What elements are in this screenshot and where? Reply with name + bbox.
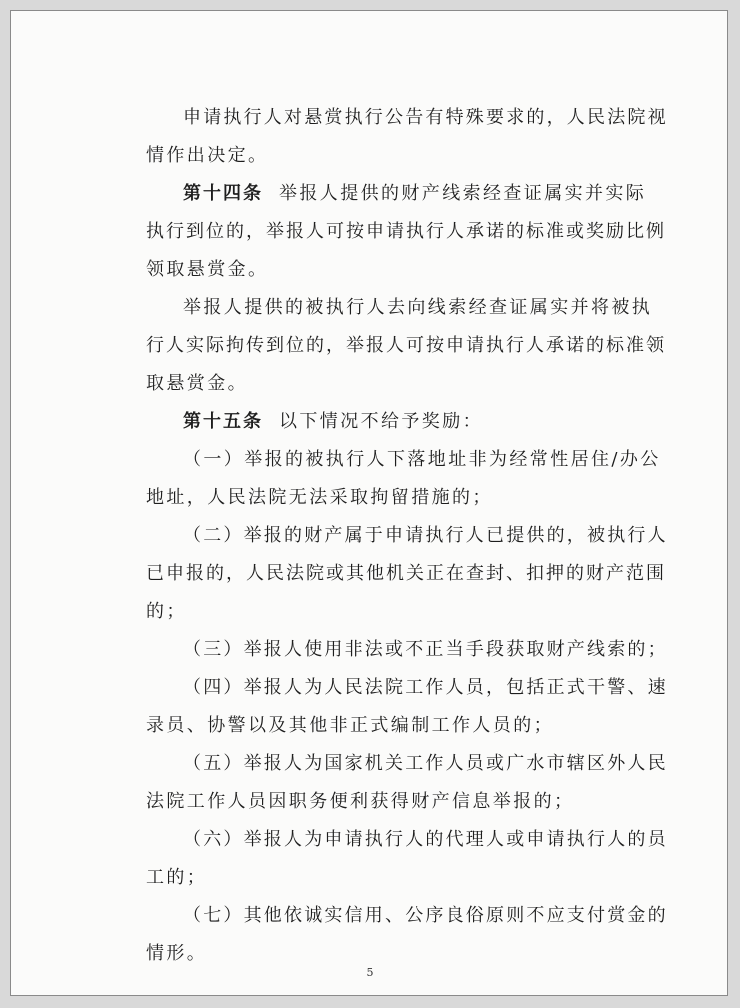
- article-heading: 第十五条: [183, 411, 263, 432]
- text-line: （一）举报的被执行人下落地址非为经常性居住/办公: [183, 449, 661, 470]
- text-line: 举报人提供的被执行人去向线索经查证属实并将被执: [183, 297, 653, 318]
- text-line: 的；: [146, 601, 187, 622]
- text-line: 举报人提供的财产线索经查证属实并实际: [279, 183, 647, 204]
- text-line: 已申报的，人民法院或其他机关正在查封、扣押的财产范围: [146, 563, 666, 584]
- text-line: （二）举报的财产属于申请执行人已提供的，被执行人: [183, 525, 668, 546]
- text-line: 执行到位的，举报人可按申请执行人承诺的标准或奖励比例: [146, 221, 666, 242]
- text-line: 情作出决定。: [146, 145, 269, 166]
- text-line: 法院工作人员因职务便利获得财产信息举报的；: [146, 791, 575, 812]
- text-line: （三）举报人使用非法或不正当手段获取财产线索的；: [183, 639, 668, 660]
- text-line: （五）举报人为国家机关工作人员或广水市辖区外人民: [183, 753, 668, 774]
- text-line: 录员、协警以及其他非正式编制工作人员的；: [146, 715, 554, 736]
- page-number: 5: [366, 966, 374, 979]
- text-line: （六）举报人为申请执行人的代理人或申请执行人的员: [183, 829, 668, 850]
- text-line: 工的；: [146, 867, 208, 888]
- text-line: 取悬赏金。: [146, 373, 248, 394]
- text-line: 申请执行人对悬赏执行公告有特殊要求的，人民法院视: [183, 107, 668, 128]
- document-page: [10, 10, 728, 996]
- text-line: （四）举报人为人民法院工作人员，包括正式干警、速: [183, 677, 668, 698]
- text-line: 地址，人民法院无法采取拘留措施的；: [146, 487, 493, 508]
- text-line: 情形。: [146, 943, 208, 964]
- text-line: （七）其他依诚实信用、公序良俗原则不应支付赏金的: [183, 905, 668, 926]
- text-line: 领取悬赏金。: [146, 259, 269, 280]
- text-line: 行人实际拘传到位的，举报人可按申请执行人承诺的标准领: [146, 335, 666, 356]
- article-heading: 第十四条: [183, 183, 263, 204]
- text-line: 以下情况不给予奖励：: [279, 411, 483, 432]
